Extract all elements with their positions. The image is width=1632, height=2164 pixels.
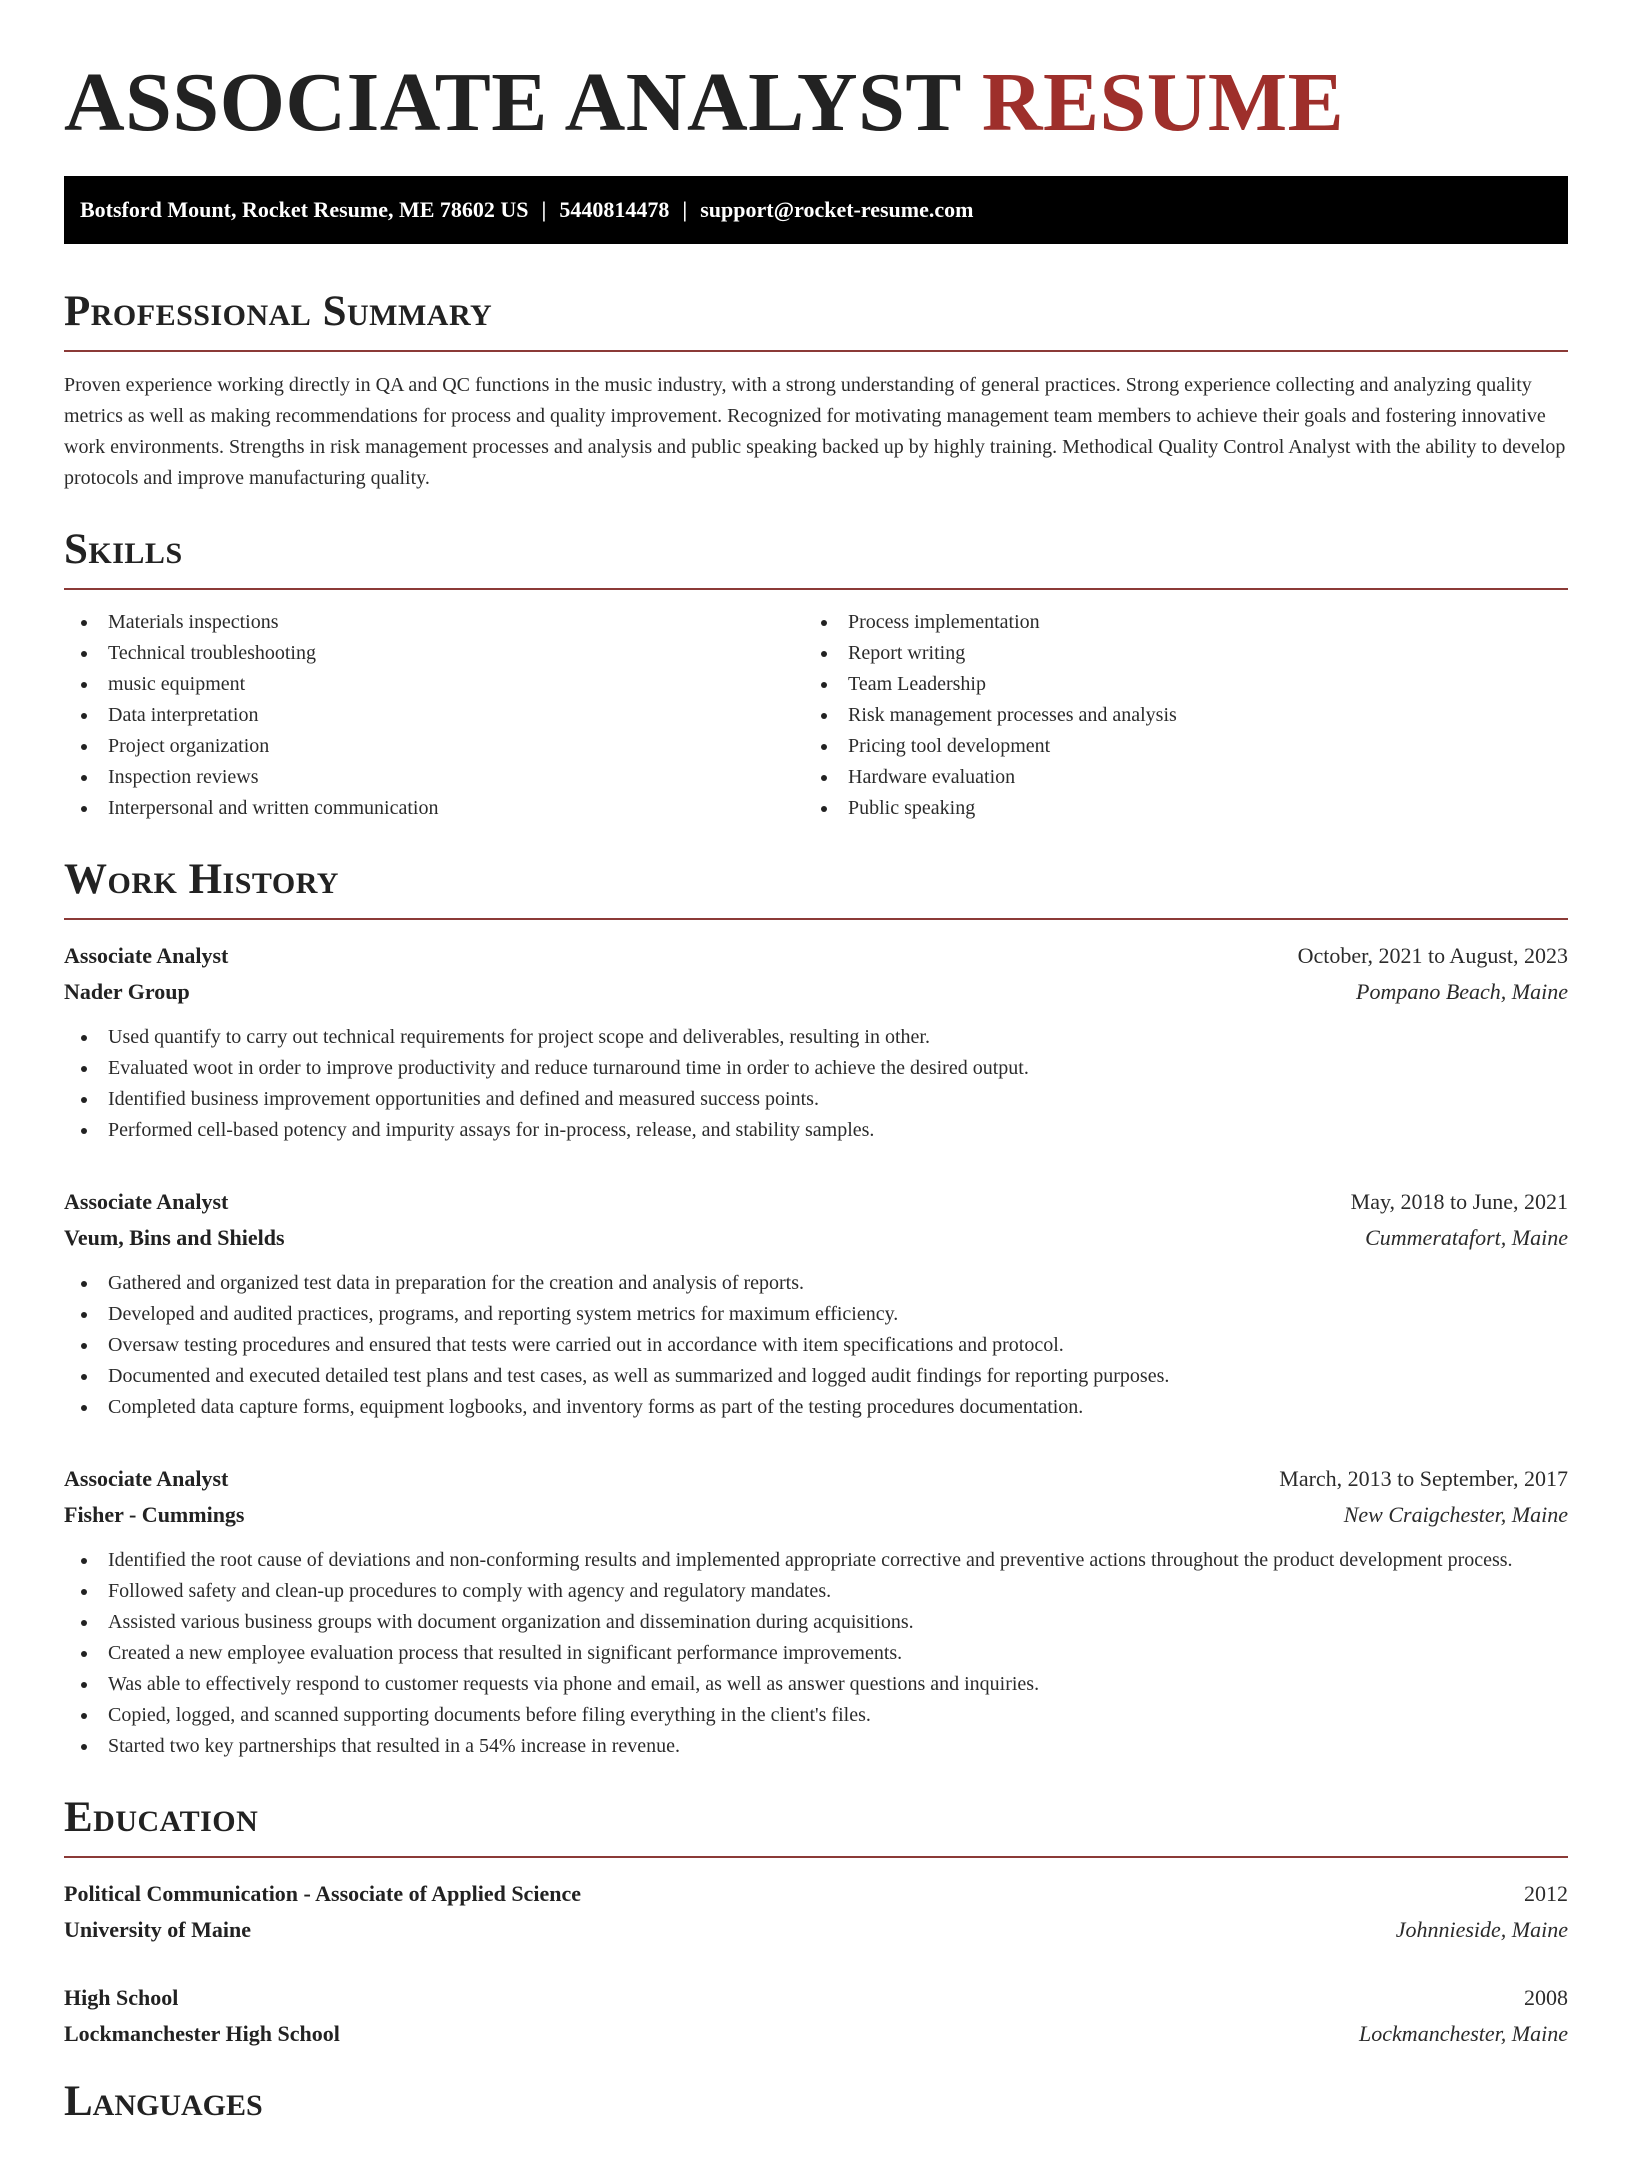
section-divider — [64, 350, 1568, 352]
skill-item: Technical troubleshooting — [64, 638, 804, 669]
skills-list-right — [804, 607, 1544, 824]
contact-email[interactable]: support@rocket-resume.com — [700, 197, 974, 222]
job-duty-item: Evaluated woot in order to improve productivity and reduce turnaround time in order to achieve the desired output. — [64, 1053, 1568, 1084]
education-degree: Political Communication - Associate of Applied Science — [64, 1881, 581, 1906]
education-degree-row — [64, 1980, 1568, 2016]
job-duties-list — [64, 1022, 1568, 1146]
summary-heading: Professional Summary — [64, 288, 493, 335]
skill-item: Risk management processes and analysis — [804, 700, 1544, 731]
education-degree: High School — [64, 1985, 179, 2010]
job-title: Associate Analyst — [64, 1466, 229, 1491]
languages-heading: Languages — [64, 2078, 263, 2125]
contact-address: Botsford Mount, Rocket Resume, ME 78602 US — [80, 197, 529, 222]
job-duty-item: Performed cell-based potency and impurity assays for in-process, release, and stability samples. — [64, 1115, 1568, 1146]
resume-title-accent: RESUME — [981, 56, 1345, 149]
education-school: University of Maine — [64, 1917, 251, 1942]
resume-page — [64, 0, 1568, 2164]
job-company: Fisher - Cummings — [64, 1502, 245, 1527]
section-divider — [64, 1856, 1568, 1858]
job-dates: March, 2013 to September, 2017 — [1279, 1466, 1568, 1491]
job-entry — [64, 1461, 1568, 1762]
skill-item: music equipment — [64, 669, 804, 700]
job-company-row — [64, 974, 1568, 1010]
job-dates: October, 2021 to August, 2023 — [1297, 943, 1568, 968]
job-duties-list — [64, 1268, 1568, 1423]
skill-item: Pricing tool development — [804, 731, 1544, 762]
job-company: Nader Group — [64, 979, 190, 1004]
job-company-row — [64, 1220, 1568, 1256]
education-location: Lockmanchester, Maine — [1359, 2021, 1568, 2046]
job-header-row — [64, 1461, 1568, 1497]
job-duty-item: Started two key partnerships that resulted in a 54% increase in revenue. — [64, 1731, 1568, 1762]
skill-item: Report writing — [804, 638, 1544, 669]
education-entry — [64, 1876, 1568, 1948]
education-school: Lockmanchester High School — [64, 2021, 340, 2046]
summary-text: Proven experience working directly in QA and QC functions in the music industry, with a strong understanding of general practices. Strong experience collecting and analyzing quality metrics as well as making recommendations for process and quality improvement. Recognized for motivating management team members to achieve their goals and fostering innovative work environments. Strengths in risk management processes and analysis and public speaking backed up by highly training. Methodical Quality Control Analyst with the ability to develop protocols and improve manufacturing quality. — [64, 374, 1566, 489]
skill-item: Team Leadership — [804, 669, 1544, 700]
summary-section — [64, 286, 1568, 494]
contact-bar — [64, 176, 1568, 244]
work-history-section — [64, 854, 1568, 1762]
job-duty-item: Developed and audited practices, programs, and reporting system metrics for maximum efficiency. — [64, 1299, 1568, 1330]
job-duty-item: Created a new employee evaluation process that resulted in significant performance improvements. — [64, 1638, 1568, 1669]
job-location: New Craigchester, Maine — [1343, 1502, 1568, 1527]
skills-heading: Skills — [64, 526, 183, 573]
job-header-row — [64, 938, 1568, 974]
job-company: Veum, Bins and Shields — [64, 1225, 285, 1250]
skill-item: Project organization — [64, 731, 804, 762]
job-location: Cummeratafort, Maine — [1365, 1225, 1568, 1250]
job-duty-item: Copied, logged, and scanned supporting documents before filing everything in the client's files. — [64, 1700, 1568, 1731]
job-duty-item: Followed safety and clean-up procedures to comply with agency and regulatory mandates. — [64, 1576, 1568, 1607]
job-duty-item: Identified business improvement opportunities and defined and measured success points. — [64, 1084, 1568, 1115]
skill-item: Data interpretation — [64, 700, 804, 731]
job-duty-item: Used quantify to carry out technical requirements for project scope and deliverables, resulting in other. — [64, 1022, 1568, 1053]
skill-item: Materials inspections — [64, 607, 804, 638]
resume-title — [64, 0, 1568, 150]
skill-item: Hardware evaluation — [804, 762, 1544, 793]
education-heading: Education — [64, 1794, 259, 1841]
skills-section — [64, 524, 1568, 824]
job-duty-item: Documented and executed detailed test plans and test cases, as well as summarized and logged audit findings for reporting purposes. — [64, 1361, 1568, 1392]
education-location: Johnnieside, Maine — [1395, 1917, 1568, 1942]
job-duty-item: Oversaw testing procedures and ensured that tests were carried out in accordance with item specifications and protocol. — [64, 1330, 1568, 1361]
education-school-row — [64, 1912, 1568, 1948]
contact-separator: | — [541, 197, 547, 222]
job-duty-item: Gathered and organized test data in preparation for the creation and analysis of reports. — [64, 1268, 1568, 1299]
job-duty-item: Completed data capture forms, equipment logbooks, and inventory forms as part of the testing procedures documentation. — [64, 1392, 1568, 1423]
job-dates: May, 2018 to June, 2021 — [1350, 1189, 1568, 1214]
skills-list-left — [64, 607, 804, 824]
job-title: Associate Analyst — [64, 943, 229, 968]
education-year: 2012 — [1524, 1881, 1568, 1906]
education-year: 2008 — [1524, 1985, 1568, 2010]
education-school-row — [64, 2016, 1568, 2052]
work-history-heading: Work History — [64, 856, 339, 903]
job-entry — [64, 1184, 1568, 1423]
education-degree-row — [64, 1876, 1568, 1912]
skill-item: Process implementation — [804, 607, 1544, 638]
job-duty-item: Was able to effectively respond to customer requests via phone and email, as well as answer questions and inquiries. — [64, 1669, 1568, 1700]
skill-item: Interpersonal and written communication — [64, 793, 804, 824]
skills-grid — [64, 607, 1568, 824]
skill-item: Inspection reviews — [64, 762, 804, 793]
education-section — [64, 1792, 1568, 2052]
resume-title-main: ASSOCIATE ANALYST — [64, 56, 961, 149]
education-entry — [64, 1980, 1568, 2052]
job-duty-item: Assisted various business groups with document organization and dissemination during acquisitions. — [64, 1607, 1568, 1638]
skill-item: Public speaking — [804, 793, 1544, 824]
job-location: Pompano Beach, Maine — [1356, 979, 1568, 1004]
section-divider — [64, 918, 1568, 920]
job-title: Associate Analyst — [64, 1189, 229, 1214]
job-duties-list — [64, 1545, 1568, 1762]
job-company-row — [64, 1497, 1568, 1533]
section-divider — [64, 588, 1568, 590]
contact-phone[interactable]: 5440814478 — [559, 197, 670, 222]
job-duty-item: Identified the root cause of deviations and non-conforming results and implemented appropriate corrective and preventive actions throughout the product development process. — [64, 1545, 1568, 1576]
job-entry — [64, 938, 1568, 1146]
contact-separator: | — [682, 197, 688, 222]
job-header-row — [64, 1184, 1568, 1220]
